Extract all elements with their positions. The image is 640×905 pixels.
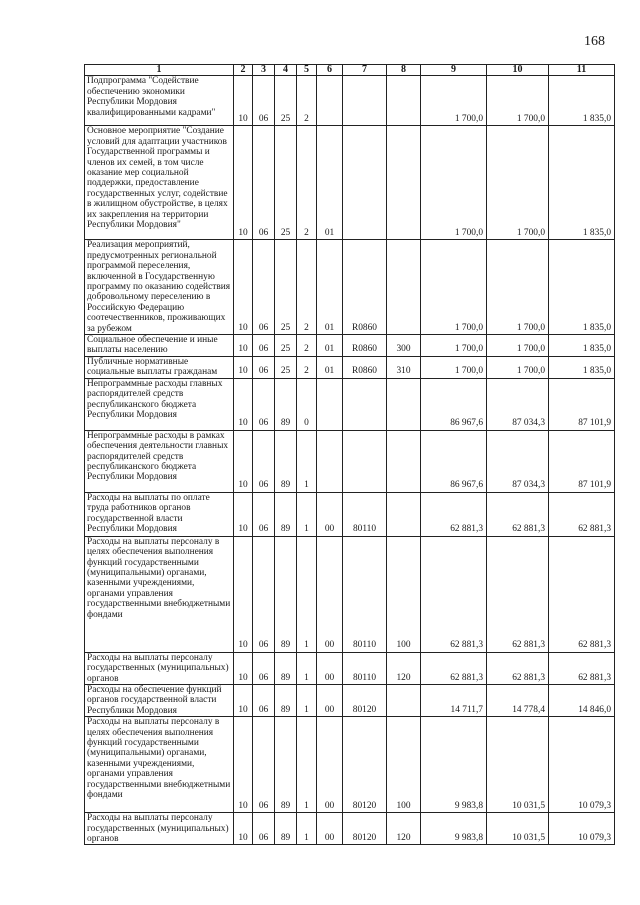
amount-year-1: 9 983,8 [421, 813, 487, 845]
amount-year-2: 62 881,3 [487, 652, 549, 684]
direction-code: 80120 [343, 717, 387, 813]
activity-code: 00 [317, 684, 343, 716]
section-code: 10 [234, 492, 253, 536]
expense-type-code [387, 492, 421, 536]
subsection-code: 06 [253, 813, 275, 845]
page-number: 168 [584, 34, 605, 49]
direction-code [343, 126, 387, 240]
section-code: 10 [234, 717, 253, 813]
expense-type-code [387, 430, 421, 492]
amount-year-2: 10 031,5 [487, 813, 549, 845]
amount-year-1: 1 700,0 [421, 356, 487, 378]
activity-code: 00 [317, 492, 343, 536]
section-code: 10 [234, 335, 253, 357]
table-row [85, 717, 615, 813]
section-code: 10 [234, 652, 253, 684]
table-row [85, 536, 615, 652]
subsection-code: 06 [253, 126, 275, 240]
program-code: 89 [275, 378, 297, 430]
activity-code: 00 [317, 652, 343, 684]
section-code: 10 [234, 378, 253, 430]
section-code: 10 [234, 813, 253, 845]
expense-type-code [387, 378, 421, 430]
table-row [85, 430, 615, 492]
subprogram-code: 2 [297, 356, 317, 378]
amount-year-2: 1 700,0 [487, 76, 549, 126]
program-code: 25 [275, 335, 297, 357]
row-name: Расходы на выплаты персоналу государственных (муниципальных) органов [85, 813, 234, 845]
direction-code [343, 378, 387, 430]
amount-year-3: 10 079,3 [549, 717, 615, 813]
program-code: 89 [275, 430, 297, 492]
subsection-code: 06 [253, 356, 275, 378]
expense-type-code: 100 [387, 717, 421, 813]
row-name: Расходы на выплаты персоналу государственных (муниципальных) органов [85, 652, 234, 684]
program-code: 89 [275, 492, 297, 536]
direction-code: 80110 [343, 536, 387, 652]
amount-year-3: 10 079,3 [549, 813, 615, 845]
expense-type-code [387, 240, 421, 335]
subprogram-code: 2 [297, 240, 317, 335]
direction-code [343, 430, 387, 492]
direction-code: 80120 [343, 684, 387, 716]
subsection-code: 06 [253, 430, 275, 492]
program-code: 89 [275, 684, 297, 716]
subprogram-code: 2 [297, 335, 317, 357]
program-code: 89 [275, 536, 297, 652]
header-cell: 9 [421, 65, 487, 76]
subsection-code: 06 [253, 76, 275, 126]
amount-year-1: 1 700,0 [421, 335, 487, 357]
header-cell: 5 [297, 65, 317, 76]
row-name: Расходы на выплаты персоналу в целях обеспечения выполнения функций государственными (муниципальными) органами, казенными учреждениями, органами управления государственными внебюджетными фондами [85, 717, 234, 813]
table-row [85, 76, 615, 126]
direction-code: 80110 [343, 652, 387, 684]
row-name: Реализация мероприятий, предусмотренных региональной программой переселения, включенной в Государственную программу по оказанию содействия добровольному переселению в Российскую Федерацию соотечественников, проживающих за рубежом [85, 240, 234, 335]
subprogram-code: 1 [297, 717, 317, 813]
table-row [85, 684, 615, 716]
amount-year-3: 14 846,0 [549, 684, 615, 716]
activity-code [317, 76, 343, 126]
subsection-code: 06 [253, 536, 275, 652]
amount-year-2: 1 700,0 [487, 240, 549, 335]
subprogram-code: 2 [297, 76, 317, 126]
expense-type-code: 120 [387, 813, 421, 845]
program-code: 25 [275, 126, 297, 240]
header-cell: 7 [343, 65, 387, 76]
row-name: Основное мероприятие "Создание условий для адаптации участников Государственной программы и членов их семей, в том числе оказание мер социальной поддержки, предоставление государственных услуг, содействие в жилищном обустройстве, в целях их закрепления на территории Республики Мордовия" [85, 126, 234, 240]
amount-year-2: 10 031,5 [487, 717, 549, 813]
activity-code: 01 [317, 356, 343, 378]
amount-year-2: 87 034,3 [487, 430, 549, 492]
section-code: 10 [234, 684, 253, 716]
amount-year-1: 86 967,6 [421, 378, 487, 430]
row-name: Расходы на обеспечение функций органов государственной власти Республики Мордовия [85, 684, 234, 716]
activity-code: 01 [317, 335, 343, 357]
header-cell: 2 [234, 65, 253, 76]
amount-year-2: 1 700,0 [487, 335, 549, 357]
subprogram-code: 1 [297, 813, 317, 845]
table-row [85, 335, 615, 357]
subsection-code: 06 [253, 717, 275, 813]
activity-code: 00 [317, 717, 343, 813]
subsection-code: 06 [253, 240, 275, 335]
activity-code: 01 [317, 126, 343, 240]
table-row [85, 652, 615, 684]
amount-year-3: 62 881,3 [549, 652, 615, 684]
table-row [85, 378, 615, 430]
table-row [85, 813, 615, 845]
direction-code: R0860 [343, 356, 387, 378]
table-row [85, 492, 615, 536]
row-name: Непрограммные расходы в рамках обеспечения деятельности главных распорядителей средств республиканского бюджета Республики Мордовия [85, 430, 234, 492]
table-row [85, 240, 615, 335]
subsection-code: 06 [253, 492, 275, 536]
row-name: Социальное обеспечение и иные выплаты населению [85, 335, 234, 357]
subprogram-code: 1 [297, 536, 317, 652]
amount-year-3: 62 881,3 [549, 536, 615, 652]
direction-code: 80110 [343, 492, 387, 536]
header-cell: 10 [487, 65, 549, 76]
activity-code [317, 378, 343, 430]
row-name: Публичные нормативные социальные выплаты гражданам [85, 356, 234, 378]
amount-year-1: 1 700,0 [421, 240, 487, 335]
section-code: 10 [234, 76, 253, 126]
expense-type-code: 300 [387, 335, 421, 357]
amount-year-1: 86 967,6 [421, 430, 487, 492]
expense-type-code [387, 684, 421, 716]
table-row [85, 126, 615, 240]
program-code: 89 [275, 717, 297, 813]
section-code: 10 [234, 536, 253, 652]
activity-code: 00 [317, 813, 343, 845]
section-code: 10 [234, 240, 253, 335]
table-row [85, 356, 615, 378]
amount-year-1: 14 711,7 [421, 684, 487, 716]
activity-code: 00 [317, 536, 343, 652]
header-cell: 11 [549, 65, 615, 76]
subprogram-code: 1 [297, 684, 317, 716]
amount-year-2: 62 881,3 [487, 492, 549, 536]
direction-code: R0860 [343, 335, 387, 357]
subsection-code: 06 [253, 684, 275, 716]
subprogram-code: 0 [297, 378, 317, 430]
row-name: Подпрограмма "Содействие обеспечению экономики Республики Мордовия квалифицированными кадрами" [85, 76, 234, 126]
amount-year-3: 62 881,3 [549, 492, 615, 536]
budget-table [84, 64, 615, 845]
direction-code: 80120 [343, 813, 387, 845]
activity-code [317, 430, 343, 492]
section-code: 10 [234, 126, 253, 240]
section-code: 10 [234, 356, 253, 378]
row-name: Расходы на выплаты персоналу в целях обеспечения выполнения функций государственными (муниципальными) органами, казенными учреждениями, органами управления государственными внебюджетными фондами [85, 536, 234, 652]
activity-code: 01 [317, 240, 343, 335]
amount-year-1: 1 700,0 [421, 76, 487, 126]
amount-year-1: 62 881,3 [421, 492, 487, 536]
amount-year-3: 1 835,0 [549, 76, 615, 126]
subsection-code: 06 [253, 335, 275, 357]
program-code: 25 [275, 76, 297, 126]
program-code: 25 [275, 356, 297, 378]
amount-year-2: 1 700,0 [487, 126, 549, 240]
subprogram-code: 1 [297, 430, 317, 492]
row-name: Расходы на выплаты по оплате труда работников органов государственной власти Республики Мордовия [85, 492, 234, 536]
header-row [85, 65, 615, 76]
expense-type-code: 120 [387, 652, 421, 684]
subsection-code: 06 [253, 652, 275, 684]
expense-type-code: 310 [387, 356, 421, 378]
amount-year-2: 14 778,4 [487, 684, 549, 716]
expense-type-code [387, 76, 421, 126]
amount-year-1: 62 881,3 [421, 536, 487, 652]
subsection-code: 06 [253, 378, 275, 430]
header-cell: 8 [387, 65, 421, 76]
amount-year-1: 9 983,8 [421, 717, 487, 813]
subprogram-code: 1 [297, 492, 317, 536]
subprogram-code: 1 [297, 652, 317, 684]
amount-year-2: 1 700,0 [487, 356, 549, 378]
amount-year-3: 87 101,9 [549, 378, 615, 430]
amount-year-2: 62 881,3 [487, 536, 549, 652]
section-code: 10 [234, 430, 253, 492]
amount-year-3: 1 835,0 [549, 240, 615, 335]
amount-year-2: 87 034,3 [487, 378, 549, 430]
program-code: 25 [275, 240, 297, 335]
header-cell: 4 [275, 65, 297, 76]
amount-year-3: 1 835,0 [549, 126, 615, 240]
amount-year-3: 1 835,0 [549, 335, 615, 357]
amount-year-3: 87 101,9 [549, 430, 615, 492]
header-cell: 1 [85, 65, 234, 76]
amount-year-1: 1 700,0 [421, 126, 487, 240]
subprogram-code: 2 [297, 126, 317, 240]
direction-code: R0860 [343, 240, 387, 335]
direction-code [343, 76, 387, 126]
header-cell: 6 [317, 65, 343, 76]
row-name: Непрограммные расходы главных распорядителей средств республиканского бюджета Республики Мордовия [85, 378, 234, 430]
amount-year-1: 62 881,3 [421, 652, 487, 684]
header-cell: 3 [253, 65, 275, 76]
expense-type-code: 100 [387, 536, 421, 652]
amount-year-3: 1 835,0 [549, 356, 615, 378]
program-code: 89 [275, 652, 297, 684]
expense-type-code [387, 126, 421, 240]
program-code: 89 [275, 813, 297, 845]
